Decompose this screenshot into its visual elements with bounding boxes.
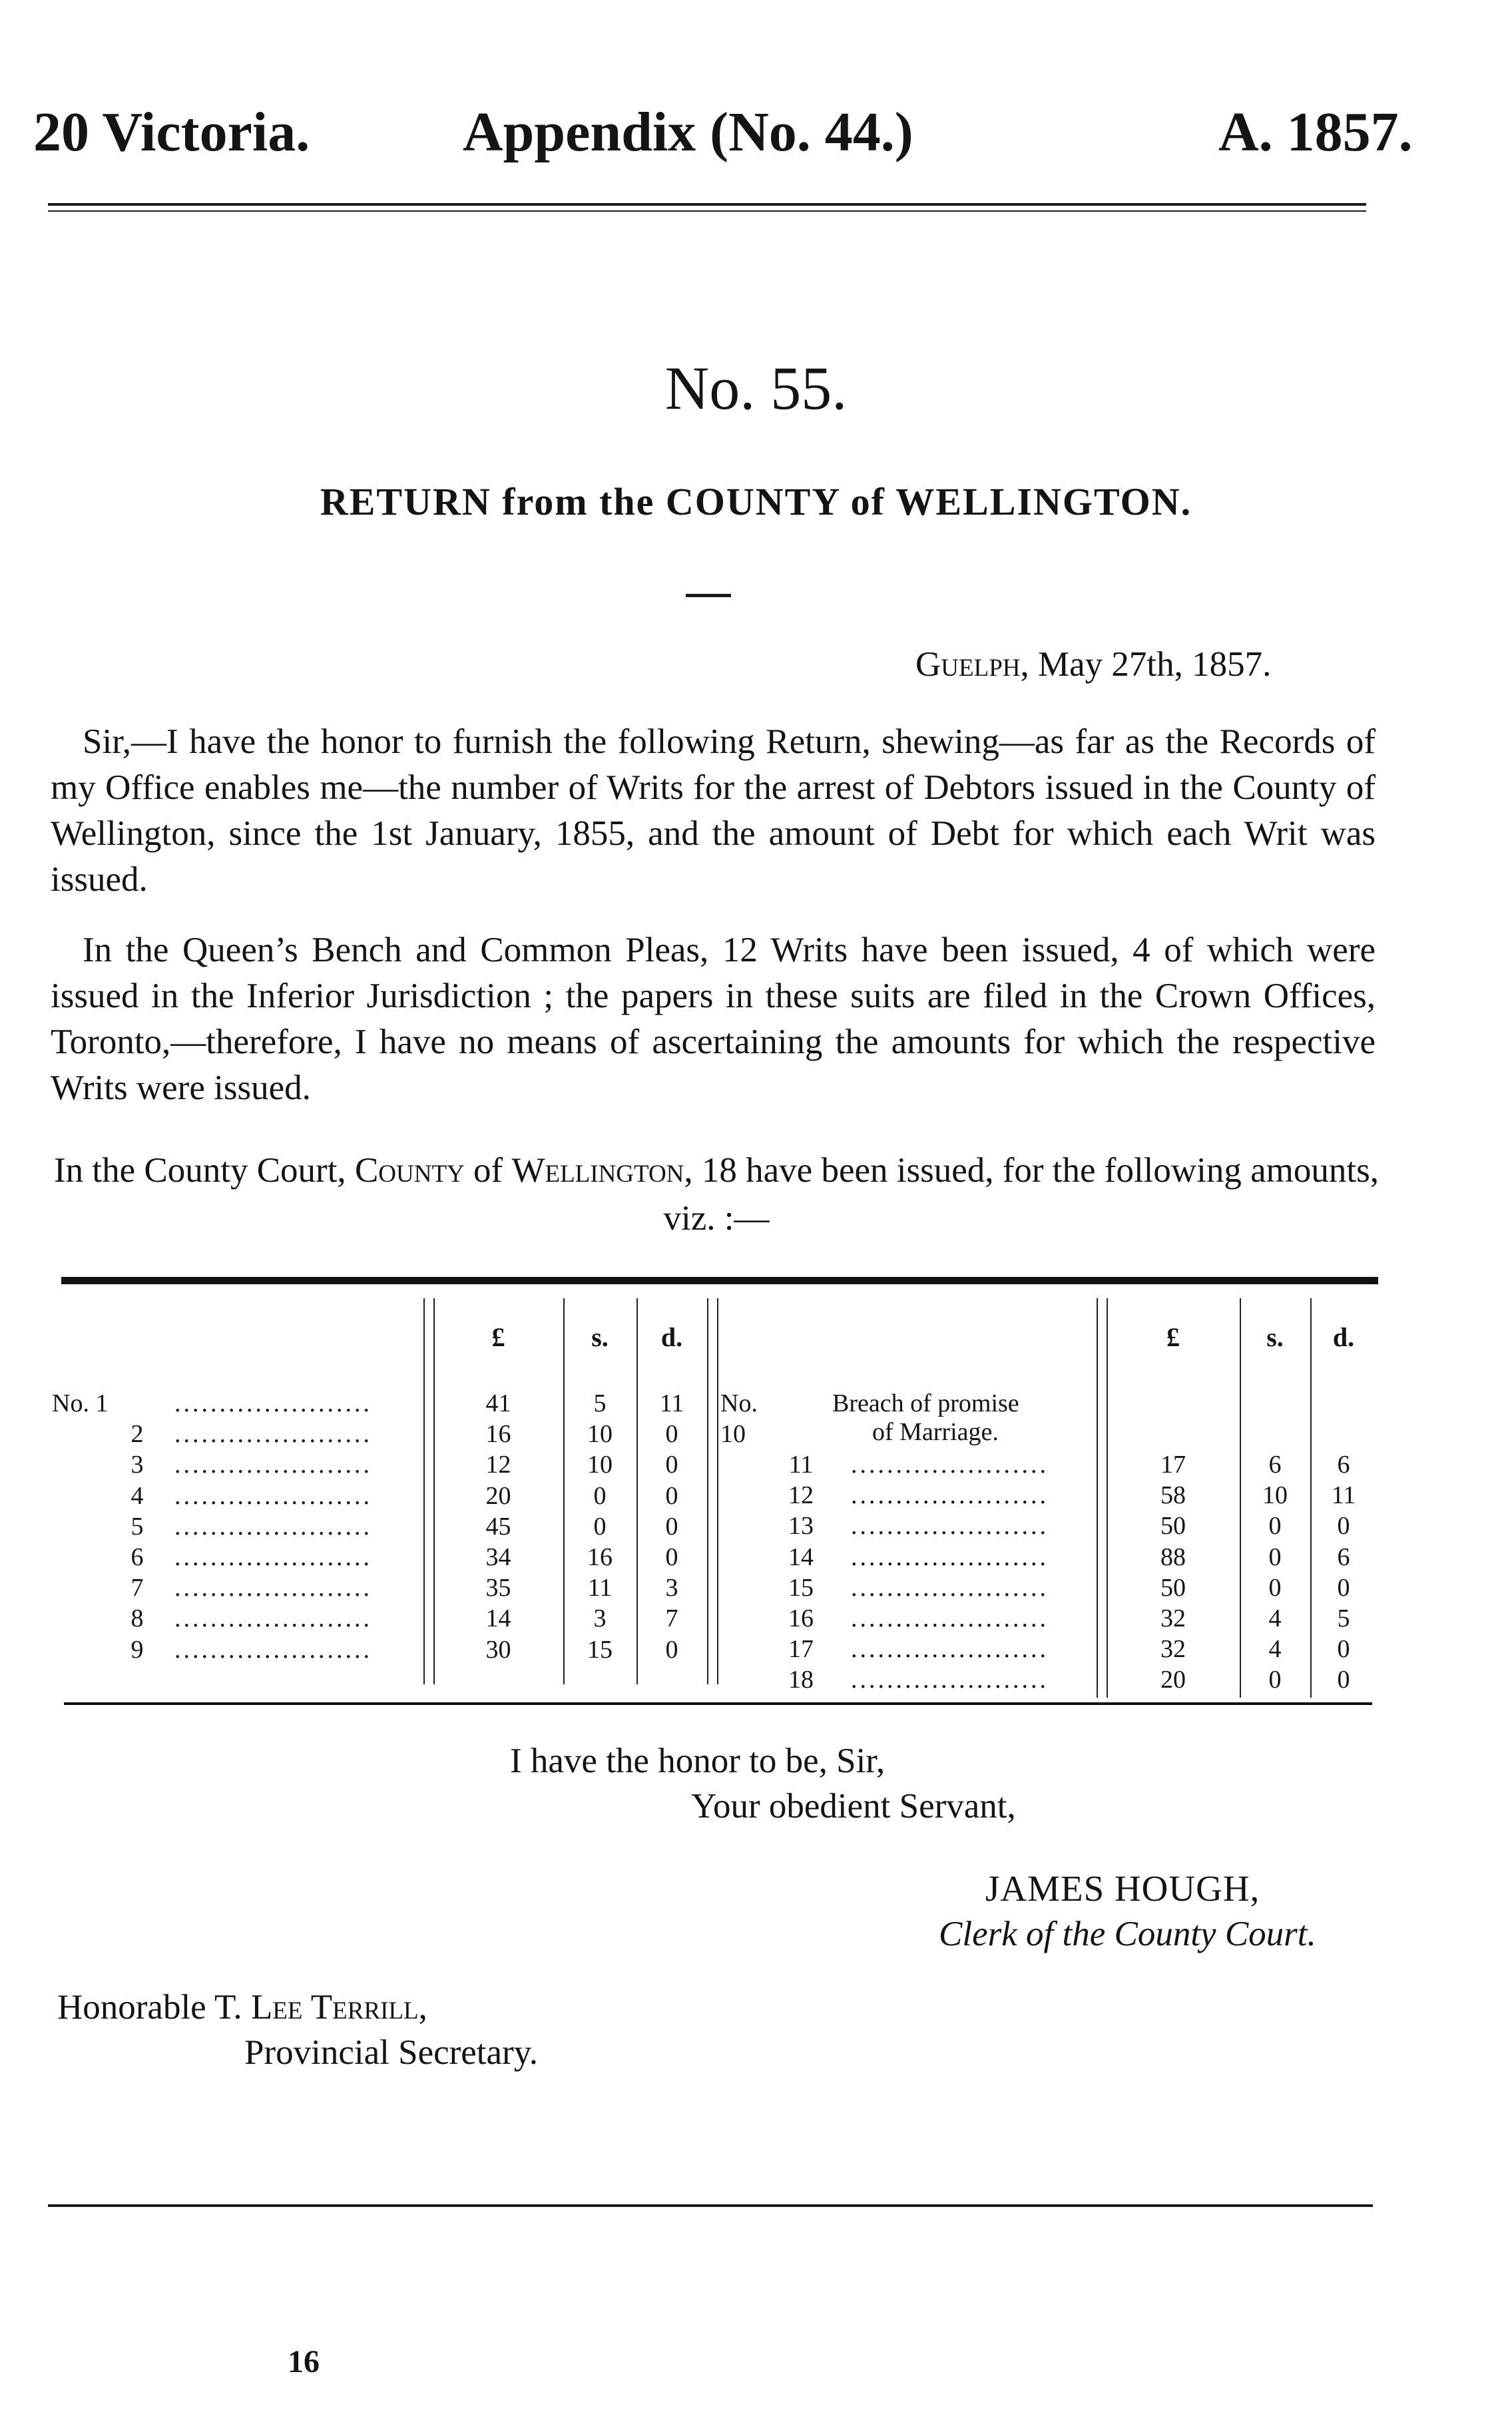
amount-pence: 11 [1331,1481,1356,1510]
row-number: 5 [130,1512,144,1541]
row-number: 16 [788,1604,814,1632]
amount-pence: 5 [1337,1604,1350,1632]
amount-shillings: 10 [587,1451,613,1479]
footer-rule [48,2204,1373,2207]
document-number: No. 55. [664,354,848,422]
dot-leaders: ...................... [851,1666,1049,1694]
amount-pounds: 14 [485,1604,511,1633]
row-number: 18 [788,1666,814,1694]
running-header-center: Appendix (No. 44.) [463,101,913,163]
amount-pence: 0 [1337,1512,1350,1541]
column-rule [1097,1298,1098,1698]
amount-shillings: 11 [587,1574,613,1602]
row-number: 12 [788,1481,814,1510]
amount-pence: 0 [665,1635,678,1664]
note-row-number: No. 10 [720,1389,758,1448]
amount-pence: 0 [1337,1635,1350,1664]
amount-shillings: 0 [1268,1573,1282,1602]
row-number: 8 [130,1604,144,1633]
dot-leaders: ...................... [174,1451,372,1479]
dot-leaders: ...................... [174,1420,372,1449]
paragraph-2 [51,927,1376,1111]
amount-pence: 0 [1337,1573,1350,1602]
amount-pounds: 88 [1160,1543,1186,1571]
dot-leaders: ...................... [174,1512,372,1541]
header-rule-top [48,203,1366,206]
amount-shillings: 4 [1268,1604,1282,1632]
dot-leaders: ...................... [851,1543,1049,1571]
closing-line-2: Your obedient Servant, [691,1787,1016,1825]
amount-pence: 0 [665,1451,678,1479]
amount-pounds: 41 [485,1389,511,1417]
amount-pence: 11 [659,1389,684,1417]
running-header-right: A. 1857. [1218,101,1413,163]
column-rule [707,1298,708,1684]
amount-pence: 7 [665,1604,678,1633]
dot-leaders: ...................... [174,1574,372,1602]
header-pounds-right: £ [1166,1322,1180,1352]
amount-pounds: 32 [1160,1635,1186,1664]
row-number: 17 [788,1635,814,1664]
signer-name: JAMES HOUGH, [985,1868,1260,1909]
addressee-prefix: Honorable T. [57,1988,251,2027]
amount-pounds: 20 [1160,1666,1186,1694]
paragraph-3-text-e: , 18 have been issued, for the following amounts, viz. :— [663,1151,1379,1238]
dot-leaders: ...................... [851,1573,1049,1602]
amount-shillings: 4 [1268,1635,1282,1664]
row-number: 7 [130,1574,144,1602]
amount-pounds: 17 [1160,1451,1186,1479]
running-header-left: 20 Victoria. [33,101,310,163]
row-number: 9 [130,1635,144,1664]
amount-shillings: 0 [1268,1666,1282,1694]
note-description-1: Breach of promise [832,1389,1019,1417]
row-number: 4 [130,1481,144,1510]
header-pounds-left: £ [491,1322,505,1352]
paragraph-3-text-a: In the County Court, [53,1151,355,1190]
amount-pence: 3 [665,1574,678,1602]
document-heading: RETURN from the COUNTY of WELLINGTON. [320,480,1192,523]
row-number: 13 [788,1512,814,1541]
amount-shillings: 0 [593,1481,607,1510]
paragraph-3-text-c: of [464,1151,512,1190]
dateline [915,644,1271,684]
column-rule [717,1298,718,1684]
amount-shillings: 0 [1268,1512,1282,1541]
amount-pounds: 50 [1160,1512,1186,1541]
row-number: No. 1 [52,1389,109,1417]
amount-shillings: 0 [593,1512,607,1541]
addressee-line-1 [57,1987,427,2027]
row-number: 11 [788,1451,814,1479]
paragraph-3 [51,1146,1382,1242]
row-number: 3 [130,1451,144,1479]
amount-shillings: 3 [593,1604,607,1633]
table-bottom-rule [64,1702,1372,1705]
note-description-2: of Marriage. [872,1418,999,1446]
amount-pounds: 50 [1160,1573,1186,1602]
amount-pence: 0 [665,1420,678,1449]
dot-leaders: ...................... [851,1451,1049,1479]
heading-dash [686,594,731,597]
amount-pence: 0 [1337,1666,1350,1694]
table-top-rule [61,1277,1378,1284]
paragraph-1-text: Sir,—I have the honor to furnish the following Return, shewing—as far as the Records of my Office enables me—the number of Writs for the arrest of Debtors issued in the County of Wellington, since the 1st January, 1855, and the amount of Debt for which each Writ was issued. [51,722,1376,899]
dot-leaders: ...................... [851,1481,1049,1510]
column-rule [423,1298,425,1684]
amount-shillings: 15 [587,1635,613,1664]
dot-leaders: ...................... [174,1389,372,1417]
dot-leaders: ...................... [174,1635,372,1664]
amount-shillings: 10 [587,1420,613,1449]
page-number: 16 [288,2344,320,2379]
amount-pounds: 12 [485,1451,511,1479]
amount-shillings: 0 [1268,1543,1282,1571]
amount-pounds: 20 [485,1481,511,1510]
dot-leaders: ...................... [851,1604,1049,1632]
dot-leaders: ...................... [851,1635,1049,1664]
amount-pence: 0 [665,1543,678,1571]
amount-shillings: 10 [1262,1481,1288,1510]
header-rule-bottom [48,210,1366,212]
amount-pence: 0 [665,1512,678,1541]
header-shillings-right: s. [1266,1322,1284,1352]
amount-shillings: 6 [1268,1451,1282,1479]
row-number: 2 [130,1420,144,1449]
paragraph-1 [51,719,1376,903]
header-pence-right: d. [1332,1322,1355,1352]
dot-leaders: ...................... [174,1481,372,1510]
dot-leaders: ...................... [851,1512,1049,1541]
header-shillings-left: s. [591,1322,609,1352]
paragraph-3-county: County [354,1151,465,1190]
closing-line-1: I have the honor to be, Sir, [510,1742,885,1780]
row-number: 6 [130,1543,144,1571]
amount-shillings: 16 [587,1543,613,1571]
dateline-date: , May 27th, 1857. [1020,645,1272,684]
addressee-name: Lee Terrill [250,1988,419,2027]
amount-pounds: 34 [485,1543,511,1571]
amount-pounds: 30 [485,1635,511,1664]
addressee-comma: , [418,1988,427,2027]
paragraph-3-wellington: Wellington [511,1151,684,1190]
amount-pounds: 16 [485,1420,511,1449]
amount-pounds: 45 [485,1512,511,1541]
signer-title: Clerk of the County Court. [939,1915,1316,1953]
dot-leaders: ...................... [174,1543,372,1571]
dateline-place: Guelph [915,645,1021,684]
row-number: 14 [788,1543,814,1571]
amount-shillings: 5 [593,1389,607,1417]
row-number: 15 [788,1573,814,1602]
amount-pounds: 32 [1160,1604,1186,1632]
amount-pounds: 58 [1160,1481,1186,1510]
addressee-title: Provincial Secretary. [244,2033,539,2072]
amount-pence: 6 [1337,1451,1350,1479]
header-pence-left: d. [660,1322,683,1352]
amount-pence: 0 [665,1481,678,1510]
amount-pounds: 35 [485,1574,511,1602]
dot-leaders: ...................... [174,1604,372,1633]
amount-pence: 6 [1337,1543,1350,1571]
paragraph-2-text: In the Queen’s Bench and Common Pleas, 12 Writs have been issued, 4 of which were issued in the Inferior Jurisdiction ; the papers in these suits are filed in the Crown Offices, Toronto,—therefore, I have no means of ascertaining the amounts for which the respective Writs were issued. [51,931,1376,1107]
